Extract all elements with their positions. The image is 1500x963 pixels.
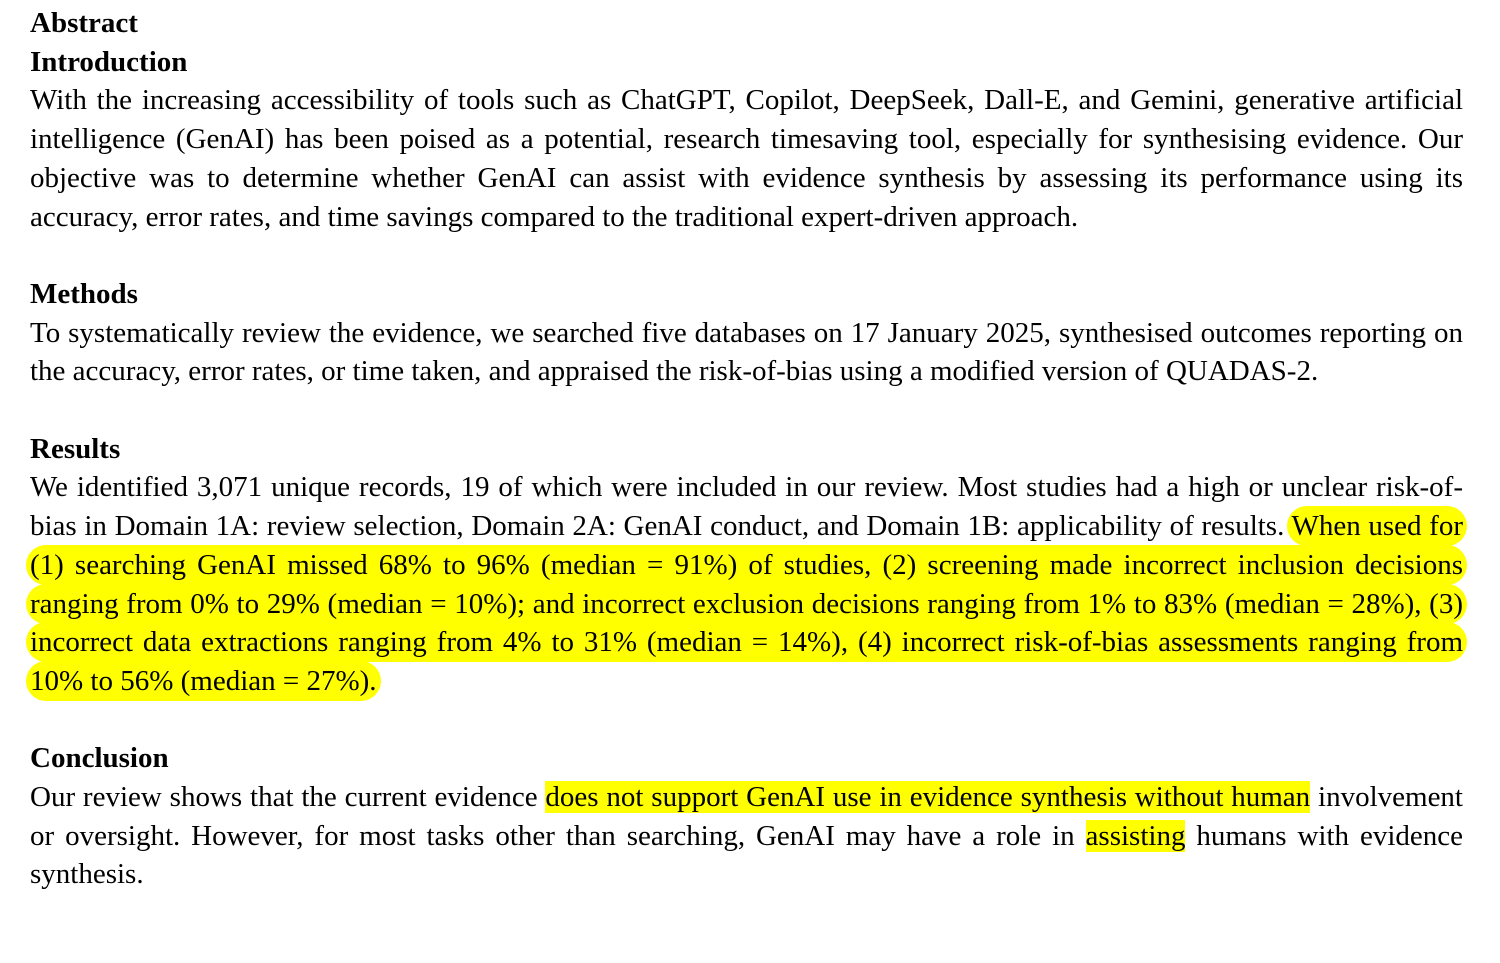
methods-heading: Methods xyxy=(30,277,138,310)
section-spacer xyxy=(30,701,1463,740)
introduction-heading: Introduction xyxy=(30,45,188,78)
introduction-paragraph: With the increasing accessibility of tools such as ChatGPT, Copilot, DeepSeek, Dall-E, and Gemini, generative artificial intelligence (GenAI) has been poised as a potential, research timesaving tool, especially for synthesising evidence. Our objective was to determine whether GenAI can assist with evidence synthesis by assessing its performance using its accuracy, error rates, and time savings compared to the traditional expert-driven approach. xyxy=(30,84,1463,233)
results-highlighted-text: When used for (1) searching GenAI missed 68% to 96% (median = 91%) of studies, (2) screening made incorrect inclusion decisions ranging from 0% to 29% (median = 10%); and incorrect exclusion decisions ranging from 1% to 83% (median = 28%), (3) incorrect data extractions ranging from 4% to 31% (median = 14%), (4) incorrect risk-of-bias assessments ranging from 10% to 56% (median = 27%). xyxy=(30,510,1463,697)
abstract-title: Abstract xyxy=(30,7,138,39)
methods-paragraph: To systematically review the evidence, we searched five databases on 17 January 2025, synthesised outcomes reporting on the accuracy, error rates, or time taken, and appraised the risk-of-bias using a modified version of QUADAS-2. xyxy=(30,316,1463,388)
conclusion-text-1: Our review shows that the current evidence xyxy=(30,781,546,814)
conclusion-heading: Conclusion xyxy=(30,742,169,775)
conclusion-paragraph xyxy=(30,778,1463,894)
conclusion-highlight-2: assisting xyxy=(1085,819,1186,852)
results-paragraph xyxy=(30,468,1463,700)
results-text: We identified 3,071 unique records, 19 of which were included in our review. Most studies had a high or unclear risk-of-bias in Domain 1A: review selection, Domain 2A: GenAI conduct, and Domain 1B: applicability of results. xyxy=(30,471,1463,543)
results-heading: Results xyxy=(30,432,121,465)
section-spacer xyxy=(30,391,1463,430)
conclusion-text-2: involvement or oversight. However, for most tasks other than searching, GenAI may have a role in xyxy=(30,781,1463,852)
conclusion-text-3: humans with evidence synthesis. xyxy=(30,819,1463,891)
abstract-document xyxy=(30,4,1463,894)
section-spacer xyxy=(30,236,1463,275)
conclusion-highlight-1: does not support GenAI use in evidence synthesis without human xyxy=(545,781,1311,814)
